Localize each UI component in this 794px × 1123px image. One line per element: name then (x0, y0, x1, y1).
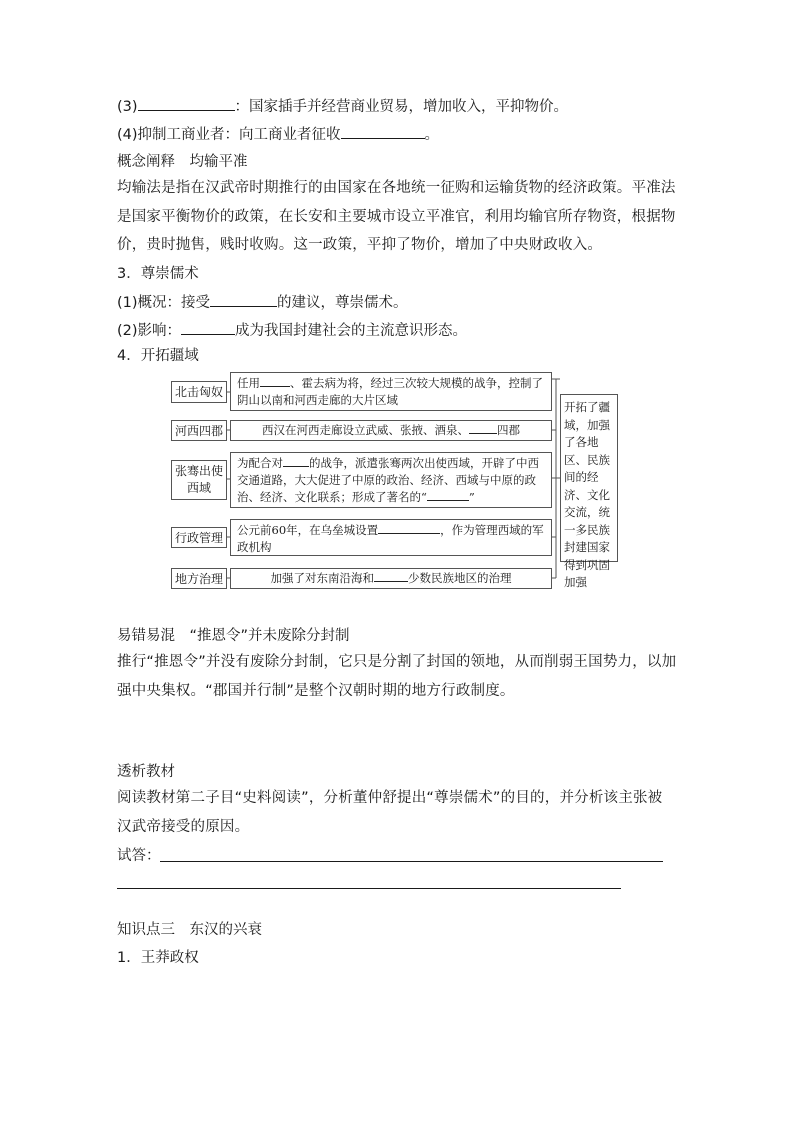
zhangqian-text-1: 为配合对 (237, 456, 283, 470)
confuse-heading: 易错易混 “推恩令”并未废除分封制 (117, 628, 350, 644)
diagram-content-hexi (230, 420, 552, 441)
diagram-content-local (230, 568, 552, 589)
zhangqian-text-3: ” (468, 490, 475, 504)
north-text-2: 、霍去病为将，经过三次较大规模的战争，控制了阴山以南和河西走廊的大片区域 (237, 376, 543, 407)
analysis-heading: 透析教材 (117, 764, 175, 780)
diagram-content-north (230, 372, 552, 411)
admin-text-1: 公元前60年，在乌垒城设置 (237, 523, 379, 537)
north-text-1: 任用 (237, 376, 260, 390)
hexi-blank[interactable] (469, 422, 497, 434)
knowledge-point-3-heading: 知识点三 东汉的兴衰 (117, 922, 262, 938)
diagram-label-north: 北击匈奴 (171, 381, 227, 403)
diagram-summary: 开拓了疆域，加强了各地区、民族间的经济、文化交流，统一多民族封建国家得到巩固加强 (560, 394, 618, 562)
item-3-prefix: (3) (117, 99, 138, 115)
concept-heading: 概念阐释 均输平准 (117, 154, 248, 170)
diagram-label-admin: 行政管理 (171, 527, 227, 548)
hexi-text-1: 西汉在河西走廊设立武威、张掖、酒泉、 (262, 423, 469, 437)
item-3-suffix: ：国家插手并经营商业贸易，增加收入，平抑物价。 (234, 99, 569, 115)
zhangqian-text-2: 的战争，派遣张骞两次出使西域，开辟了中西交通道路，大大促进了中原的政治、经济、西域与中原的政治、经济、文化联系；形成了著名的“ (237, 456, 539, 504)
diagram-content-admin (230, 519, 552, 556)
item-4-suffix: 。 (424, 127, 440, 143)
section-3-item-1-suffix: 的建议，尊崇儒术。 (277, 295, 408, 311)
section-3-item-1-prefix: (1)概况：接受 (117, 295, 211, 311)
knowledge-point-3-item-1: 1．王莽政权 (117, 950, 199, 966)
section-3-item-2-prefix: (2)影响： (117, 323, 182, 339)
item-4-prefix: (4)抑制工商业者：向工商业者征收 (117, 127, 341, 143)
diagram-label-local: 地方治理 (171, 568, 227, 589)
local-blank[interactable] (374, 570, 408, 582)
answer-line-2[interactable] (117, 888, 621, 889)
admin-text-2: ，作为管理西域的军政机构 (237, 523, 544, 554)
concept-body: 均输法是指在汉武帝时期推行的由国家在各地统一征购和运输货物的经济政策。平准法是国家平衡物价的政策，在长安和主要城市设立平准官，利用均输官所存物资，根据物价，贵时抛售，贱时收购。这一政策，平抑了物价，增加了中央财政收入。 (117, 180, 676, 253)
section-4-title: 4．开拓疆域 (117, 348, 199, 364)
analysis-body: 阅读教材第二子目“史料阅读”，分析董仲舒提出“尊崇儒术”的目的，并分析该主张被汉武帝接受的原因。 (117, 790, 663, 835)
answer-label: 试答： (117, 848, 161, 864)
local-text-1: 加强了对东南沿海和 (270, 571, 374, 585)
section-3-title: 3．尊崇儒术 (117, 266, 199, 282)
diagram-content-zhangqian (230, 452, 552, 508)
hexi-text-2: 四郡 (497, 423, 520, 437)
confuse-body: 推行“推恩令”并没有废除分封制，它只是分割了封国的领地，从而削弱王国势力，以加强中央集权。“郡国并行制”是整个汉朝时期的地方行政制度。 (117, 654, 677, 699)
section-3-item-2-suffix: 成为我国封建社会的主流意识形态。 (235, 323, 468, 339)
local-text-2: 少数民族地区的治理 (408, 571, 512, 585)
zhangqian-blank-2[interactable] (427, 489, 469, 501)
north-blank[interactable] (260, 375, 290, 387)
zhangqian-blank-1[interactable] (283, 455, 309, 467)
diagram-label-zhangqian: 张骞出使西域 (171, 460, 227, 500)
diagram-label-hexi: 河西四郡 (171, 420, 227, 441)
answer-line-1[interactable] (160, 861, 663, 862)
admin-blank[interactable] (378, 522, 440, 534)
